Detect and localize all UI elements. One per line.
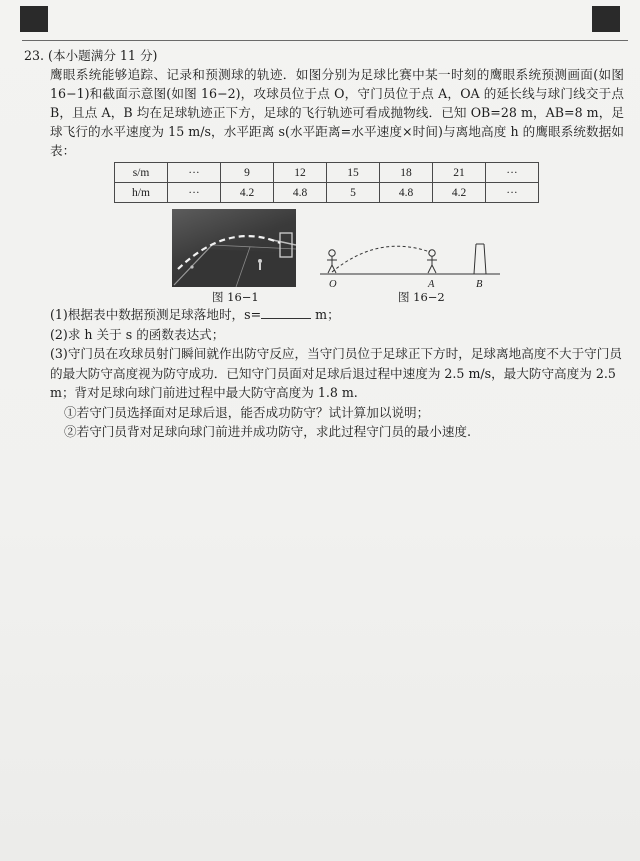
table-cell: ···	[486, 183, 539, 203]
goalkeeper-figure	[427, 250, 437, 273]
figure-16-2-caption: 图 16−2	[398, 290, 445, 304]
table-cell: 12	[274, 163, 327, 183]
point-b-label: B	[476, 279, 483, 290]
table-cell: s/m	[115, 163, 168, 183]
question-1-unit: m；	[311, 307, 340, 322]
question-title: 23. (本小题满分 11 分)	[24, 48, 158, 63]
problem-intro	[24, 46, 624, 160]
registration-mark-left	[20, 6, 48, 32]
data-table	[114, 162, 539, 203]
point-o-label: O	[329, 279, 337, 290]
table-cell: 18	[380, 163, 433, 183]
figure-16-1-caption: 图 16−1	[212, 290, 259, 304]
table-cell: h/m	[115, 183, 168, 203]
table-row	[115, 183, 539, 203]
table-cell: 5	[327, 183, 380, 203]
header-rule	[22, 40, 628, 41]
cross-section-diagram	[318, 238, 502, 294]
question-1	[24, 305, 624, 325]
registration-mark-right	[592, 6, 620, 32]
question-2: (2)求 h 关于 s 的函数表达式；	[50, 326, 225, 342]
table-row	[115, 163, 539, 183]
table-cell: ···	[168, 183, 221, 203]
table-cell: 4.2	[433, 183, 486, 203]
table-cell: ···	[168, 163, 221, 183]
table-cell: 9	[221, 163, 274, 183]
point-a-label: A	[428, 279, 435, 290]
table-cell: 4.8	[274, 183, 327, 203]
attacker-figure	[327, 250, 337, 273]
table-cell: 15	[327, 163, 380, 183]
question-3: (3)守门员在攻球员射门瞬间就作出防守反应，当守门员位于足球正下方时，足球离地高度不大于守门员的最大防守高度视为防守成功．已知守门员面对足球后退过程中速度为 2.5 m/s，最大防守高度为 2.5 m；背对足球向球门前进过程中最大防守高度为 1.8 m.	[50, 346, 622, 400]
intro-paragraph: 鹰眼系统能够追踪、记录和预测球的轨迹．如图分别为足球比赛中某一时刻的鹰眼系统预测画面(如图 16−1)和截面示意图(如图 16−2)，攻球员位于点 O，守门员位于点 A，OA 的延长线与球门线交于点 B，且点 A，B 均在足球轨迹正下方，足球的飞行轨迹可看成抛物线．已知 OB=28 m，AB=8 m，足球飞行的水平速度为 15 m/s，水平距离 s(水平距离=水平速度×时间)与离地高度 h 的鹰眼系统数据如表：	[50, 67, 624, 158]
table-cell: 21	[433, 163, 486, 183]
table-cell: 4.2	[221, 183, 274, 203]
question-3-part-2: ②若守门员背对足球向球门前进并成功防守，求此过程守门员的最小速度.	[64, 424, 472, 439]
goal-post	[474, 244, 486, 274]
question-1-text: (1)根据表中数据预测足球落地时，s=	[50, 307, 262, 322]
answer-blank[interactable]	[261, 306, 311, 319]
hawkeye-photo-drawing	[172, 209, 296, 287]
table-cell: ···	[486, 163, 539, 183]
question-3-part-1: ①若守门员选择面对足球后退，能否成功防守？试计算加以说明；	[64, 404, 430, 420]
table-cell: 4.8	[380, 183, 433, 203]
questions-block	[24, 305, 624, 442]
hawkeye-photo	[172, 209, 296, 287]
